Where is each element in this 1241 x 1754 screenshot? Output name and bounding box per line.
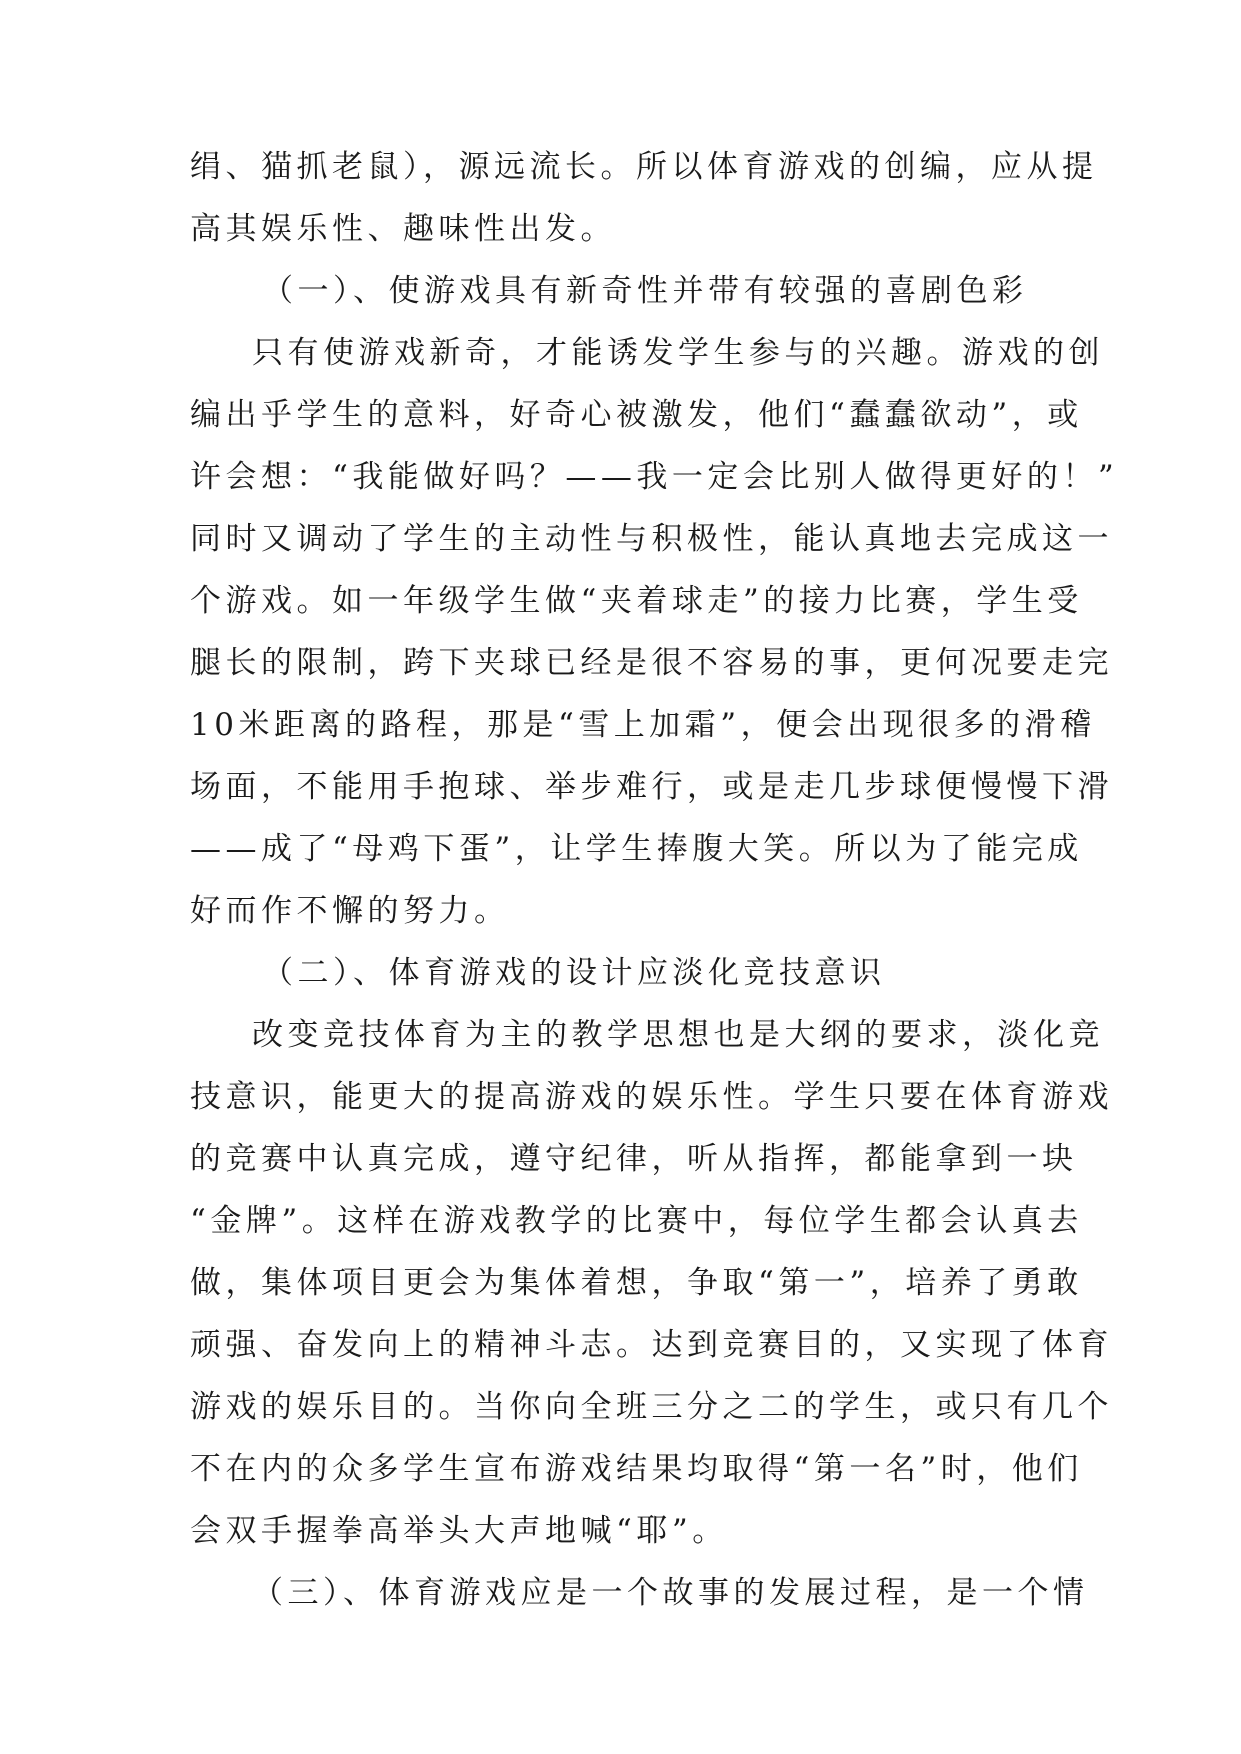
text-line-15 [0,1004,1241,1066]
paragraph-text: 改变竞技体育为主的教学思想也是大纲的要求，淡化竞 [252,1017,1104,1053]
paragraph-text: 编出乎学生的意料，好奇心被激发，他们“蠢蠢欲动”，或 [190,397,1083,433]
paragraph-text: 10米距离的路程，那是“雪上加霜”，便会出现很多的滑稽 [190,707,1096,743]
text-line-1 [0,136,1241,198]
text-line-10 [0,694,1241,756]
paragraph-text: 游戏的娱乐目的。当你向全班三分之二的学生，或只有几个 [190,1389,1113,1425]
text-line-11 [0,756,1241,818]
paragraph-text: 技意识，能更大的提高游戏的娱乐性。学生只要在体育游戏 [190,1079,1113,1115]
paragraph-text: 做，集体项目更会为集体着想，争取“第一”，培养了勇敢 [190,1265,1083,1301]
paragraph-text: 场面，不能用手抱球、举步难行，或是走几步球便慢慢下滑 [190,769,1113,805]
text-line-5 [0,384,1241,446]
section-heading-1 [0,260,1241,322]
paragraph-text: 许会想：“我能做好吗？——我一定会比别人做得更好的！” [190,459,1119,495]
paragraph-text: 个游戏。如一年级学生做“夹着球走”的接力比赛，学生受 [190,583,1083,619]
text-line-2 [0,198,1241,260]
text-line-23 [0,1500,1241,1562]
text-line-4 [0,322,1241,384]
paragraph-text: 顽强、奋发向上的精神斗志。达到竞赛目的，又实现了体育 [190,1327,1113,1363]
text-line-8 [0,570,1241,632]
paragraph-text: 的竞赛中认真完成，遵守纪律，听从指挥，都能拿到一块 [190,1141,1078,1177]
paragraph-text: 腿长的限制，跨下夹球已经是很不容易的事，更何况要走完 [190,645,1113,681]
text-line-12 [0,818,1241,880]
text-line-21 [0,1376,1241,1438]
text-line-16 [0,1066,1241,1128]
text-line-18 [0,1190,1241,1252]
paragraph-text: ——成了“母鸡下蛋”，让学生捧腹大笑。所以为了能完成 [190,831,1083,867]
section-heading-2 [0,942,1241,1004]
paragraph-text: 会双手握拳高举头大声地喊“耶”。 [190,1513,728,1549]
paragraph-text: 只有使游戏新奇，才能诱发学生参与的兴趣。游戏的创 [252,335,1104,371]
paragraph-text: 绢、猫抓老鼠），源远流长。所以体育游戏的创编，应从提 [190,149,1098,185]
paragraph-text: 好而作不懈的努力。 [190,893,510,929]
heading-text: （二）、体育游戏的设计应淡化竞技意识 [262,955,886,991]
heading-text: （三）、体育游戏应是一个故事的发展过程，是一个情 [252,1575,1089,1611]
text-line-7 [0,508,1241,570]
paragraph-text: 同时又调动了学生的主动性与积极性，能认真地去完成这一 [190,521,1113,557]
text-line-22 [0,1438,1241,1500]
section-heading-3 [0,1562,1241,1624]
text-line-6 [0,446,1241,508]
paragraph-text: 高其娱乐性、趣味性出发。 [190,211,616,247]
paragraph-text: “金牌”。这样在游戏教学的比赛中，每位学生都会认真去 [190,1203,1083,1239]
text-line-13 [0,880,1241,942]
text-line-17 [0,1128,1241,1190]
heading-text: （一）、使游戏具有新奇性并带有较强的喜剧色彩 [262,273,1028,309]
text-line-19 [0,1252,1241,1314]
text-line-9 [0,632,1241,694]
paragraph-text: 不在内的众多学生宣布游戏结果均取得“第一名”时，他们 [190,1451,1083,1487]
text-line-20 [0,1314,1241,1376]
